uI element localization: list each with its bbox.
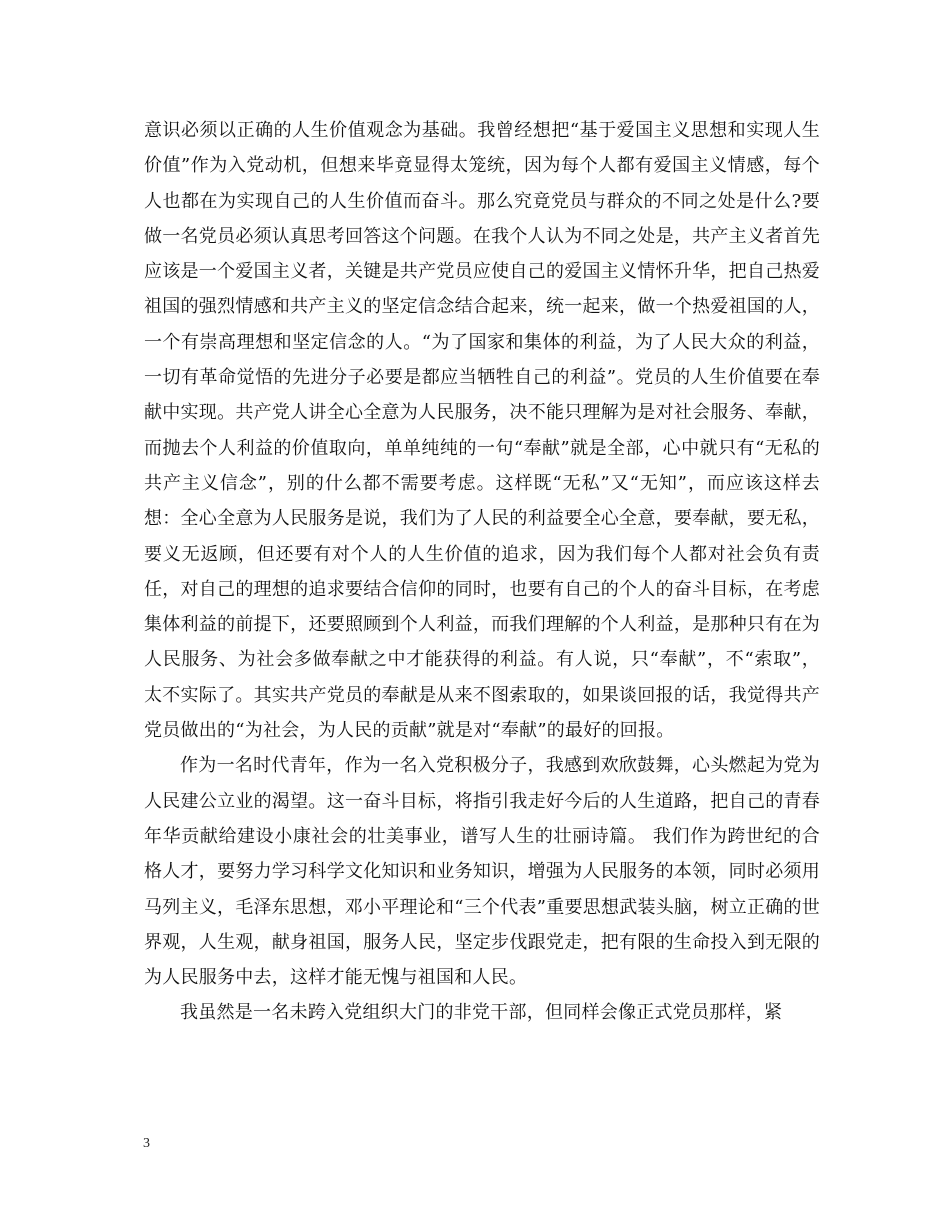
text-line: 处是什么?要做一名党员必须认真思考回答这个问题。在我个人认为不同之处是， [144,190,820,247]
text-line: 装头脑，树立正确的世界观，人生观，献身祖国，服务人民，坚定步伐跟党走， [144,896,821,953]
text-line: 还要照顾到个人利益，而我们理解的个人利益，是那种只有在为人民服务、为社 [144,614,820,671]
text-line: 考虑。这样既“无私”又“无知”，而应该这样去想：全心全意为人民服务是说， [144,472,820,530]
text-line: 会多做奉献之中才能获得的利益。有人说，只“奉献”，不“索取”，太不实际 [144,649,821,706]
text-line: 人生价值”作为入党动机，但想来毕竟显得太笼统，因为每个人都有爱国主义情 [144,120,820,177]
text-line: 党为人民建公立业的渴望。这一奋斗目标，将指引我走好今后的人生道路，把自 [144,755,821,812]
document-body [144,113,820,1031]
text-line: 做一个热爱祖国的人，一个有崇高理想和坚定信念的人。“为了国家和集体的利 [144,296,820,353]
text-line: 不能只理解为是对社会服务、奉献，而抛去个人利益的价值取向，单单纯纯的一 [144,402,820,459]
text-line: 我虽然是一名未跨入党组织大门的非党干部，但同样会像正式党员那样，紧 [180,1002,783,1024]
text-line: 利益”。党员的人生价值要在奉献中实现。共产党人讲全心全意为人民服务，决 [144,367,821,424]
text-line: 人的人生价值的追求，因为我们每个人都对社会负有责任，对自己的理想的追求 [144,543,820,600]
paragraph-3 [144,995,820,1030]
paragraph-1 [144,113,820,748]
text-line: 我们为了人民的利益要全心全意，要奉献，要无私，要义无返顾，但还要有对个 [144,508,821,565]
text-line: 共产主义者首先应该是一个爱国主义者，关键是共产党员应使自己的爱国主义情 [144,225,820,283]
text-line: 益，为了人民大众的利益，一切有革命觉悟的先进分子必要是都应当牺牲自己的 [144,331,821,389]
page-number: 3 [143,1136,150,1151]
text-line: 意识必须以正确的人生价值观念为基础。我曾经想把“基于爱国主义思想和实现 [144,120,784,141]
text-line: 怀升华，把自己热爱祖国的强烈情感和共产主义的坚定信念结合起来，统一起来， [144,261,821,318]
text-line: 做出的“为社会，为人民的贡献”就是对“奉献”的最好的回报。 [180,720,675,742]
text-line: 己的青春年华贡献给建设小康社会的壮美事业，谱写人生的壮丽诗篇。 我们作为 [144,790,820,847]
paragraph-2 [144,748,820,995]
text-line: 感，每个人也都在为实现自己的人生价值而奋斗。那么究竟党员与群众的不同之 [144,155,820,212]
text-line: 要结合信仰的同时，也要有自己的个人的奋斗目标，在考虑集体利益的前提下， [144,578,821,636]
text-line: 把有限的生命投入到无限的为人民服务中去，这样才能无愧与祖国和人民。 [144,931,821,989]
text-line: 了。其实共产党员的奉献是从来不图索取的，如果谈回报的话，我觉得共产党员 [144,684,821,742]
text-line: 作为一名时代青年，作为一名入党积极分子，我感到欢欣鼓舞，心头燃起为 [180,755,784,777]
text-line: 句“奉献”就是全部，心中就只有“无私的共产主义信念”，别的什么都不需要 [144,437,821,494]
text-line: 领，同时必须用马列主义，毛泽东思想，邓小平理论和“三个代表”重要思想武 [144,861,820,918]
text-line: 跨世纪的合格人才，要努力学习科学文化知识和业务知识，增强为人民服务的本 [144,825,821,883]
